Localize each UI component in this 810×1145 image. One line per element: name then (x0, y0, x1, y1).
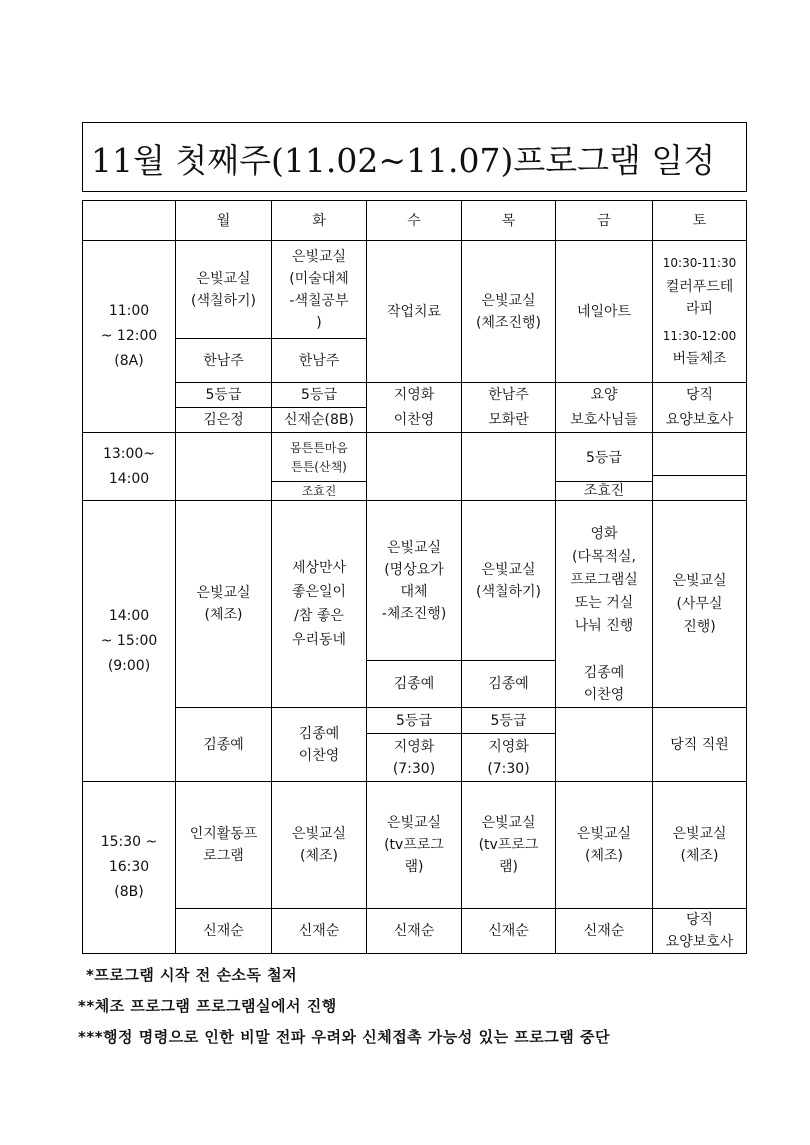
s1-sat-time-2: 11:30-12:00 (662, 328, 737, 343)
s1-sat-program-1: 컬러푸드테 라피 (665, 279, 734, 317)
s4-mon-staff: 신재순 (203, 923, 244, 939)
s1-tue-program: 은빛교실 (미술대체 -색칠공부 ) (289, 248, 349, 331)
s1-sat-time-1: 10:30-11:30 (662, 255, 737, 270)
s1-fri-program: 네일아트 (576, 303, 632, 320)
day-header-mon: 월 (216, 212, 231, 229)
s4-sat-program: 은빛교실 (체조) (672, 826, 727, 864)
s1-tue-grade: 5등급 (301, 387, 337, 403)
s3-wed-program: 은빛교실 (명상요가 대체 -체조진행) (381, 539, 447, 622)
time-slot-1: 11:00 ~ 12:00 (8A) (100, 303, 158, 369)
s1-mon-program: 은빛교실 (색칠하기) (190, 270, 257, 309)
s4-thu-staff: 신재순 (488, 923, 529, 939)
s3-fri-instructor: 김종예 이찬영 (583, 665, 625, 703)
s1-sat-staff-b: 요양보호사 (665, 412, 734, 428)
note-3: ***행정 명령으로 인한 비말 전파 우려와 신체접촉 가능성 있는 프로그램 중단 (78, 1028, 610, 1046)
s1-mon-staff: 김은정 (203, 412, 244, 428)
note-2: **체조 프로그램 프로그램실에서 진행 (78, 997, 337, 1015)
s1-thu-staff-a: 한남주 (488, 387, 529, 403)
s3-sat-program: 은빛교실 (사무실 진행) (672, 572, 727, 635)
s1-thu-staff-b: 모화란 (488, 412, 529, 428)
time-slot-2: 13:00~ 14:00 (102, 445, 156, 487)
day-header-tue: 화 (312, 212, 326, 229)
time-slot-4: 15:30 ~ 16:30 (8B) (100, 834, 158, 900)
s4-tue-program: 은빛교실 (체조) (291, 826, 347, 864)
time-slot-3: 14:00 ~ 15:00 (9:00) (100, 607, 158, 674)
s2-fri-staff: 조효진 (583, 483, 625, 499)
s4-wed-staff: 신재순 (393, 923, 435, 939)
s3-tue-program: 세상만사 좋은일이 /참 좋은 우리동네 (291, 560, 347, 648)
s3-thu-instructor: 김종예 (488, 676, 529, 692)
s3-thu-program: 은빛교실 (색칠하기) (475, 561, 542, 600)
s1-wed-program: 작업치료 (386, 303, 442, 320)
s3-thu-staff: 지영화 (7:30) (487, 738, 530, 777)
s3-mon-staff: 김종예 (203, 736, 244, 753)
s4-fri-program: 은빛교실 (체조) (576, 826, 632, 864)
s4-fri-staff: 신재순 (583, 923, 625, 939)
day-header-wed: 수 (407, 212, 421, 229)
s3-mon-program: 은빛교실 (체조) (196, 585, 251, 623)
s2-tue-program: 몸튼튼마음 튼튼(산책) (290, 440, 348, 474)
s4-thu-program: 은빛교실 (tv프로그 램) (478, 815, 539, 875)
day-header-fri: 금 (597, 212, 611, 229)
s1-sat-program-2: 버들체조 (672, 351, 727, 367)
s1-thu-program: 은빛교실 (체조진행) (475, 292, 542, 331)
day-header-thu: 목 (501, 212, 516, 229)
s1-fri-staff-a: 요양 (590, 387, 618, 403)
s1-tue-staff: 신재순(8B) (283, 412, 354, 428)
s1-wed-staff-a: 지영화 (393, 387, 435, 403)
s4-mon-program: 인지활동프 로그램 (189, 826, 258, 864)
s3-wed-grade: 5등급 (396, 712, 432, 729)
s1-sat-staff-a: 당직 (685, 387, 714, 403)
day-header-sat: 토 (692, 212, 707, 229)
s1-wed-staff-b: 이찬영 (393, 412, 435, 428)
s3-tue-staff: 김종예 이찬영 (298, 725, 340, 764)
s3-wed-instructor: 김종예 (393, 676, 435, 692)
s1-tue-instructor: 한남주 (298, 352, 340, 369)
s4-sat-staff: 당직 요양보호사 (665, 912, 734, 950)
s1-mon-grade: 5등급 (205, 387, 242, 403)
note-1: *프로그램 시작 전 손소독 철저 (86, 966, 298, 984)
s4-tue-staff: 신재순 (298, 923, 340, 939)
s1-mon-instructor: 한남주 (203, 352, 244, 369)
s2-fri-program: 5등급 (586, 449, 622, 466)
s2-tue-staff: 조효진 (301, 483, 337, 498)
s3-sat-staff: 당직 직원 (670, 736, 729, 753)
s4-wed-program: 은빛교실 (tv프로그 램) (384, 815, 444, 875)
s3-fri-program: 영화 (다목적실, 프로그램실 또는 거실 나눠 진행 (570, 526, 638, 634)
page-title: 11월 첫째주(11.02~11.07)프로그램 일정 (91, 141, 716, 180)
s3-wed-staff: 지영화 (7:30) (392, 738, 436, 777)
s3-thu-grade: 5등급 (490, 712, 527, 729)
s1-fri-staff-b: 보호사님들 (570, 412, 638, 428)
